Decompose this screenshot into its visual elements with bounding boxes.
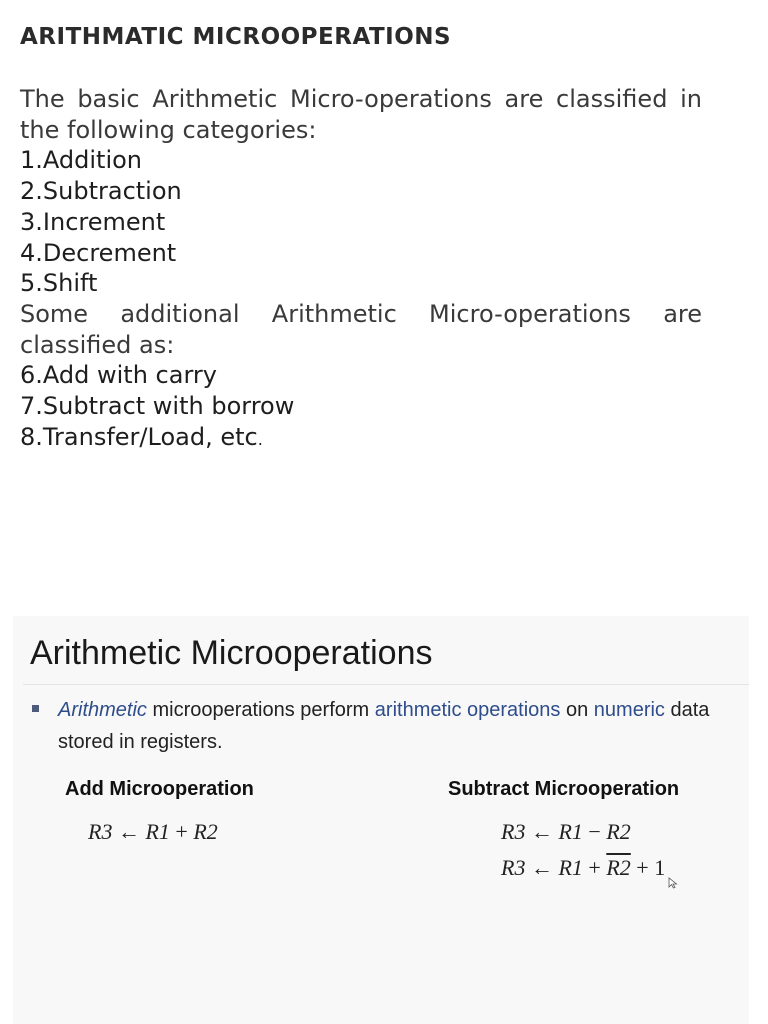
eq-term: R2	[193, 819, 218, 844]
bullet-text-segment: data stored in registers.	[58, 699, 710, 753]
list-item-text: 8.Transfer/Load, etc	[20, 422, 258, 451]
document-body	[20, 84, 702, 455]
document-title: ARITHMATIC MICROOPERATIONS	[20, 24, 452, 50]
slide-divider	[23, 684, 749, 685]
eq-operator: +	[169, 819, 194, 844]
eq-operator: +	[582, 855, 607, 880]
add-heading: Add Microoperation	[65, 778, 254, 800]
eq-term: R3	[88, 819, 113, 844]
intro-paragraph: The basic Arithmetic Micro-operations are classified in the following categories:	[20, 85, 702, 144]
trailing-dot: .	[257, 429, 263, 449]
subtract-equation-1	[501, 819, 631, 845]
slide-bullet-text	[58, 694, 718, 758]
eq-term-complement: R2	[606, 855, 631, 880]
eq-tail: + 1	[630, 855, 666, 880]
eq-arrow: ←	[525, 819, 559, 844]
eq-term: R3	[501, 855, 526, 880]
list-item: 1.Addition	[20, 146, 143, 175]
eq-term: R1	[558, 819, 583, 844]
bullet-text-segment: on	[560, 699, 594, 721]
list-item: 3.Increment	[20, 207, 166, 236]
add-equation	[88, 819, 218, 845]
eq-term: R3	[501, 819, 526, 844]
eq-term: R1	[558, 855, 583, 880]
mouse-cursor-icon	[668, 877, 678, 889]
eq-term: R2	[606, 819, 631, 844]
list-item: 5.Shift	[20, 269, 98, 298]
square-bullet-icon	[32, 705, 39, 712]
eq-operator: −	[582, 819, 607, 844]
eq-term: R1	[145, 819, 170, 844]
bullet-term: Arithmetic	[58, 699, 147, 721]
embedded-slide	[13, 616, 749, 1024]
list-item: 2.Subtraction	[20, 177, 182, 206]
bullet-text-segment: microoperations perform	[146, 699, 375, 721]
bullet-term: arithmetic operations	[374, 699, 561, 721]
list-item: 4.Decrement	[20, 238, 177, 267]
bullet-term: numeric	[593, 699, 665, 721]
eq-arrow: ←	[112, 819, 146, 844]
eq-arrow: ←	[525, 855, 559, 880]
subtract-heading: Subtract Microoperation	[448, 778, 680, 800]
slide-title: Arithmetic Microoperations	[30, 634, 433, 672]
list-item: 6.Add with carry	[20, 361, 217, 390]
list-item: 7.Subtract with borrow	[20, 392, 295, 421]
list-item	[20, 422, 702, 456]
additional-paragraph: Some additional Arithmetic Micro-operations are classified as:	[20, 299, 702, 359]
subtract-equation-2	[501, 855, 665, 881]
